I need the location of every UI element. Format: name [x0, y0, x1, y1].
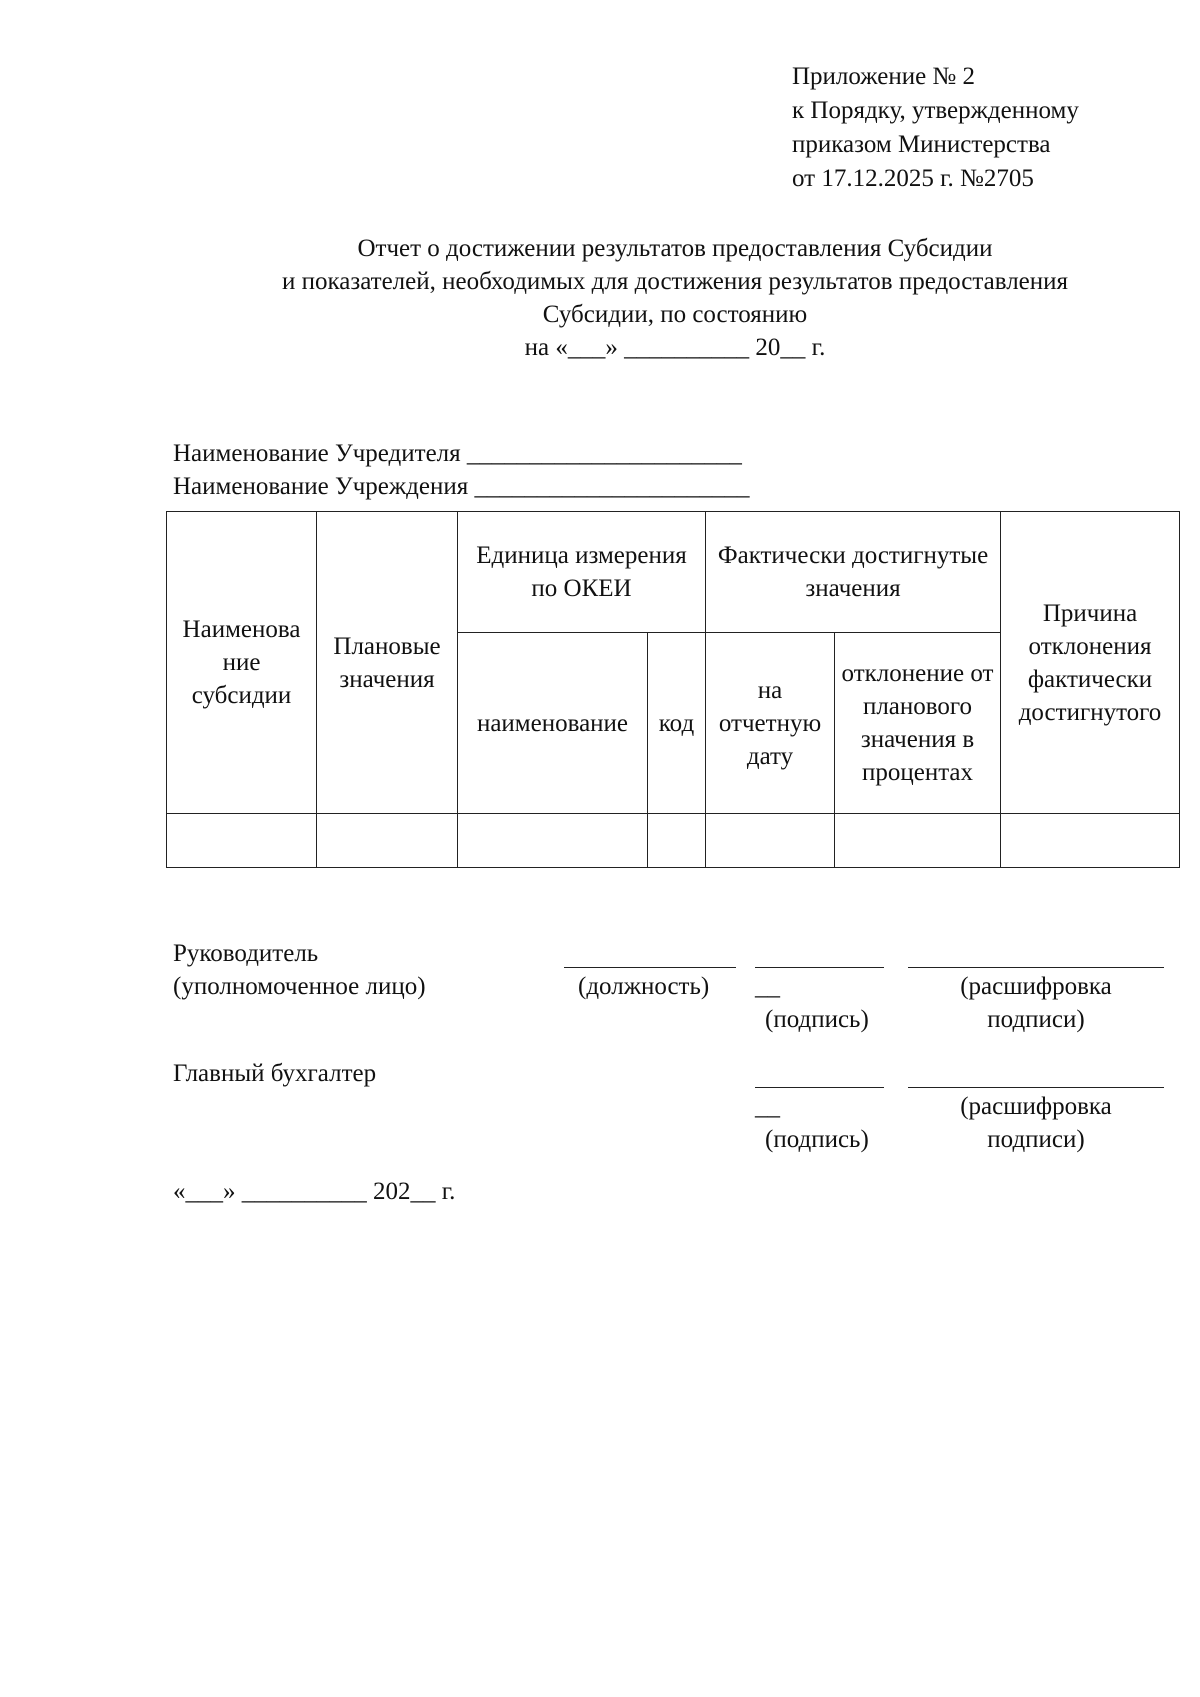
head-decode-caption-line-2: подписи) [987, 1006, 1085, 1033]
position-line [564, 967, 736, 968]
organization-block [173, 437, 749, 503]
table-header-row-1 [167, 512, 1180, 633]
accountant-decode-caption-line-1: (расшифровка [960, 1093, 1112, 1120]
head-label-line-1: Руководитель [173, 940, 319, 967]
accountant-signature-line [755, 1087, 884, 1088]
title-line-2: и показателей, необходимых для достижения результатов предоставления [281, 268, 1069, 295]
appendix-order-ref: к Порядку, утвержденному [792, 97, 1079, 124]
title-line-1: Отчет о достижении результатов предоставления Субсидии [357, 235, 993, 262]
table-cell[interactable] [1001, 814, 1180, 868]
appendix-date-number: от 17.12.2025 г. №2705 [792, 165, 1034, 192]
table-cell[interactable] [648, 814, 706, 868]
subheader-on-report-date: на отчетную дату [706, 633, 835, 814]
table-cell[interactable] [458, 814, 648, 868]
accountant-signature-caption: (подпись) [765, 1126, 869, 1153]
accountant-decode-caption [908, 1090, 1164, 1156]
header-deviation-reason: Причина отклонения фактически достигнутого [1001, 512, 1180, 814]
title-date-line: на «___» __________ 20__ г. [524, 334, 826, 361]
institution-name-line: Наименование Учреждения ______________________ [173, 473, 750, 500]
appendix-ministry: приказом Министерства [792, 131, 1051, 158]
position-caption: (должность) [578, 973, 710, 1000]
head-label [173, 937, 426, 1003]
accountant-decode-line [908, 1087, 1164, 1088]
appendix-number: Приложение № 2 [792, 63, 976, 90]
head-signature-underscore: __ [755, 973, 780, 1000]
head-decode-caption [908, 970, 1164, 1036]
table-row [167, 814, 1180, 868]
header-actual-values: Фактически достигнутые значения [706, 512, 1001, 633]
header-planned-values: Плановые значения [317, 512, 458, 814]
header-subsidy-name: Наименова ние субсидии [167, 512, 317, 814]
report-title [160, 232, 1190, 364]
date-line: «___» __________ 202__ г. [173, 1178, 456, 1205]
accountant-label: Главный бухгалтер [173, 1060, 377, 1087]
head-decode-caption-line-1: (расшифровка [960, 973, 1112, 1000]
head-decode-line [908, 967, 1164, 968]
table-cell[interactable] [317, 814, 458, 868]
subheader-unit-name: наименование [458, 633, 648, 814]
report-table [166, 511, 1180, 868]
accountant-decode-caption-line-2: подписи) [987, 1126, 1085, 1153]
table-cell[interactable] [706, 814, 835, 868]
subheader-unit-code: код [648, 633, 706, 814]
head-signature-line [755, 967, 884, 968]
header-unit-okei: Единица измерения по ОКЕИ [458, 512, 706, 633]
table-cell[interactable] [167, 814, 317, 868]
accountant-signature-underscore: __ [755, 1093, 780, 1120]
table-cell[interactable] [835, 814, 1001, 868]
head-label-line-2: (уполномоченное лицо) [173, 973, 426, 1000]
head-signature-caption: (подпись) [765, 1006, 869, 1033]
title-line-3: Субсидии, по состоянию [542, 301, 808, 328]
appendix-block [792, 60, 1079, 196]
subheader-deviation-percent: отклонение от планового значения в процентах [835, 633, 1001, 814]
founder-name-line: Наименование Учредителя ______________________ [173, 440, 742, 467]
